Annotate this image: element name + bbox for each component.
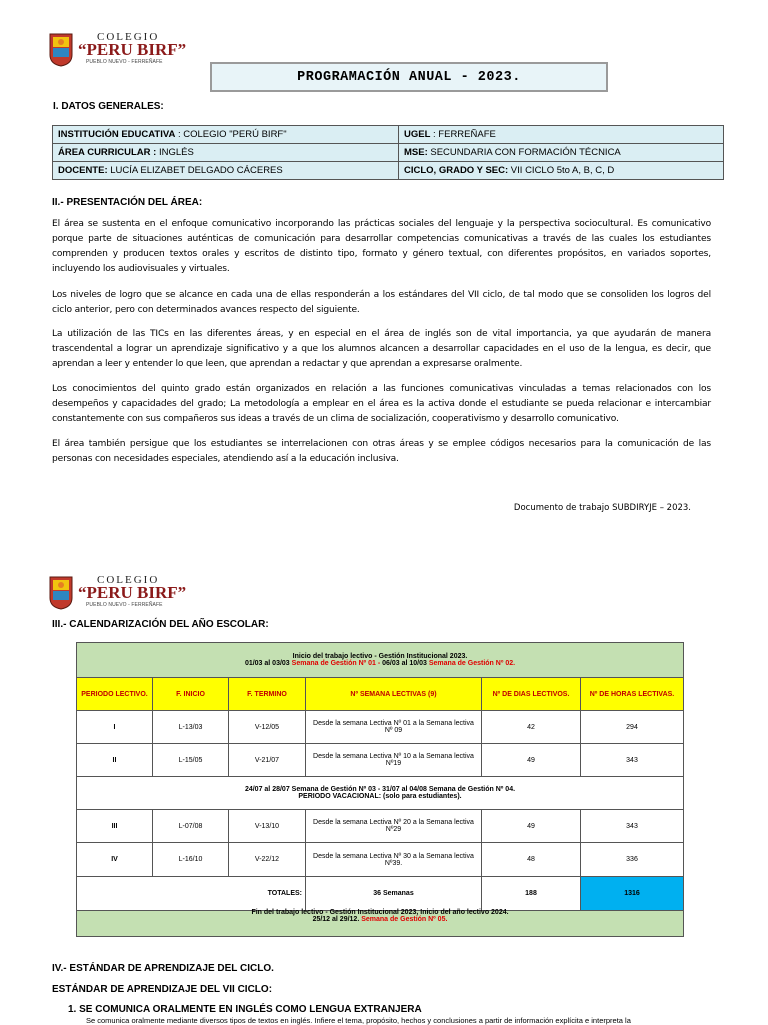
header-semanas: Nº SEMANA LECTIVAS (9) [306,678,482,711]
cell-periodo: IV [77,843,153,877]
totals-row [77,877,684,911]
cell-dias: 49 [482,810,581,843]
paragraph: Los conocimientos del quinto grado están organizados en relación a las funciones comunicativas vinculadas a temas relacionados con los desempeños y capacidades del grado; La metodología a emplear en el área es la activa donde el estudiante se pueda relacionar e intercambiar constantemente con sus compañeros sus ideas a través de un clima de socialización, cooperativismo y desarrollo comunicativo. [52,384,711,424]
totals-semanas: 36 Semanas [306,877,482,911]
document-reference: Documento de trabajo SUBDIRYJE – 2023. [513,503,691,513]
calendar-table [76,642,684,937]
school-logo [49,576,189,616]
table-header-row [77,678,684,711]
cell-dias: 48 [482,843,581,877]
cell-inicio: L-07/08 [153,810,229,843]
cell-semana: Desde la semana Lectiva Nº 30 a la Semana lectiva Nº39. [306,843,482,877]
standard-subheading: ESTÁNDAR DE APRENDIZAJE DEL VII CICLO: [52,984,273,995]
paragraph: El área también persigue que los estudiantes se interrelacionen con otras áreas y se emplee códigos necesarios para la comunicación de las personas con necesidades especiales, atendiendo así a la educación inclusiva. [52,439,711,464]
cell-periodo: III [77,810,153,843]
header-termino: F. TERMINO [229,678,306,711]
area-cell: ÁREA CURRICULAR : INGLÉS [53,144,399,162]
mse-cell: MSE: SECUNDARIA CON FORMACIÓN TÉCNICA [399,144,724,162]
paragraph: El área se sustenta en el enfoque comunicativo incorporando las prácticas sociales del lenguaje y la perspectiva sociocultural. Es comunicativo porque parte de situaciones auténticas de comunicación para desarrollar competencias comunicativas a través de las cuales los estudiantes comprenden y producen textos orales y escritos de distinto tipo, formato y género textual, con diferentes propósitos, en variados soportes, incluyendo los audiovisuales y virtuales. [52,219,711,274]
table-row [77,843,684,877]
list-item-description: Se comunica oralmente mediante diversos tipos de textos en inglés. Infiere el tema, propósito, hechos y conclusiones a partir de información explícita e interpreta la [86,1016,631,1025]
teacher-cell: DOCENTE: LUCÍA ELIZABET DELGADO CÁCERES [53,162,399,180]
table-row [77,643,684,678]
list-item: 1. SE COMUNICA ORALMENTE EN INGLÉS COMO LENGUA EXTRANJERA [68,1004,422,1015]
table-row [53,126,724,144]
school-shield-icon [49,576,73,610]
header-inicio: F. INICIO [153,678,229,711]
cell-horas: 343 [581,744,684,777]
cell-semana: Desde la semana Lectiva Nº 10 a la Semana lectiva Nº19 [306,744,482,777]
cell-inicio: L-16/10 [153,843,229,877]
logo-colegio: COLEGIO [97,31,160,43]
table-row [53,144,724,162]
general-data-table [52,125,724,180]
section-calendar-heading: III.- CALENDARIZACIÓN DEL AÑO ESCOLAR: [52,619,269,630]
logo-location: PUEBLO NUEVO - FERREÑAFE [86,59,163,65]
table-row [77,777,684,810]
cell-dias: 49 [482,744,581,777]
table-row [77,911,684,937]
cell-semana: Desde la semana Lectiva Nº 20 a la Semana lectiva Nº29 [306,810,482,843]
school-logo [49,33,189,73]
cell-horas: 336 [581,843,684,877]
ugel-cell: UGEL : FERREÑAFE [399,126,724,144]
cell-semana: Desde la semana Lectiva Nº 01 a la Semana lectiva Nº 09 [306,711,482,744]
cell-termino: V-12/05 [229,711,306,744]
cell-horas: 343 [581,810,684,843]
totals-horas: 1316 [581,877,684,911]
cell-periodo: I [77,711,153,744]
table-row [77,810,684,843]
calendar-start-cell: Inicio del trabajo lectivo - Gestión Institucional 2023. 01/03 al 03/03 Semana de Gestión Nº 01 - 06/03 al 10/03 Semana de Gestión Nº 02. [77,643,684,678]
cycle-cell: CICLO, GRADO Y SEC: VII CICLO 5to A, B, C, D [399,162,724,180]
cell-termino: V-13/10 [229,810,306,843]
cell-inicio: L-13/03 [153,711,229,744]
calendar-end-cell: Fin del trabajo lectivo - Gestión Institucional 2023, Inicio del año lectivo 2024. 25/12 al 29/12. Semana de Gestión Nº 05. [77,911,684,937]
school-shield-icon [49,33,73,67]
totals-dias: 188 [482,877,581,911]
document-title: PROGRAMACIÓN ANUAL - 2023. [210,62,608,92]
cell-termino: V-22/12 [229,843,306,877]
logo-colegio: COLEGIO [97,574,160,586]
section-standard-heading: IV.- ESTÁNDAR DE APRENDIZAJE DEL CICLO. [52,963,274,974]
cell-horas: 294 [581,711,684,744]
table-row [77,744,684,777]
cell-dias: 42 [482,711,581,744]
header-periodo: PERIODO LECTIVO. [77,678,153,711]
paragraph: Los niveles de logro que se alcance en cada una de ellas responderán a los estándares del VII ciclo, de tal modo que se consoliden los logros del ciclo anterior, pero con determinados avances respecto del siguiente. [52,290,711,315]
section-presentation-heading: II.- PRESENTACIÓN DEL ÁREA: [52,197,203,208]
totals-label: TOTALES: [77,877,306,911]
header-horas: Nº DE HORAS LECTIVAS. [581,678,684,711]
cell-periodo: II [77,744,153,777]
header-dias: Nº DE DIAS LECTIVOS. [482,678,581,711]
vacation-cell: 24/07 al 28/07 Semana de Gestión Nº 03 - 31/07 al 04/08 Semana de Gestión Nº 04. PERIODO VACACIONAL: (solo para estudiantes). [77,777,684,810]
institution-cell: INSTITUCIÓN EDUCATIVA : COLEGIO "PERÚ BIRF" [53,126,399,144]
calendar-table-wrapper [76,642,683,937]
paragraph: La utilización de las TICs en las diferentes áreas, y en especial en el área de inglés son de vital importancia, ya que ayudarán de manera trascendental a lograr un aprendizaje significativo y a que los alumnos alcancen a desarrollar capacidades en el uso de la lengua, es decir, que aprendan a leer y entender lo que leen, que aprendan a redactar y que aprendan a expresarse oralmente. [52,329,711,369]
section-general-heading: I. DATOS GENERALES: [53,101,164,112]
table-row [77,711,684,744]
cell-inicio: L-15/05 [153,744,229,777]
table-row [53,162,724,180]
cell-termino: V-21/07 [229,744,306,777]
logo-school-name: “PERU BIRF” [78,40,187,59]
logo-location: PUEBLO NUEVO - FERREÑAFE [86,602,163,608]
logo-school-name: “PERU BIRF” [78,583,187,602]
